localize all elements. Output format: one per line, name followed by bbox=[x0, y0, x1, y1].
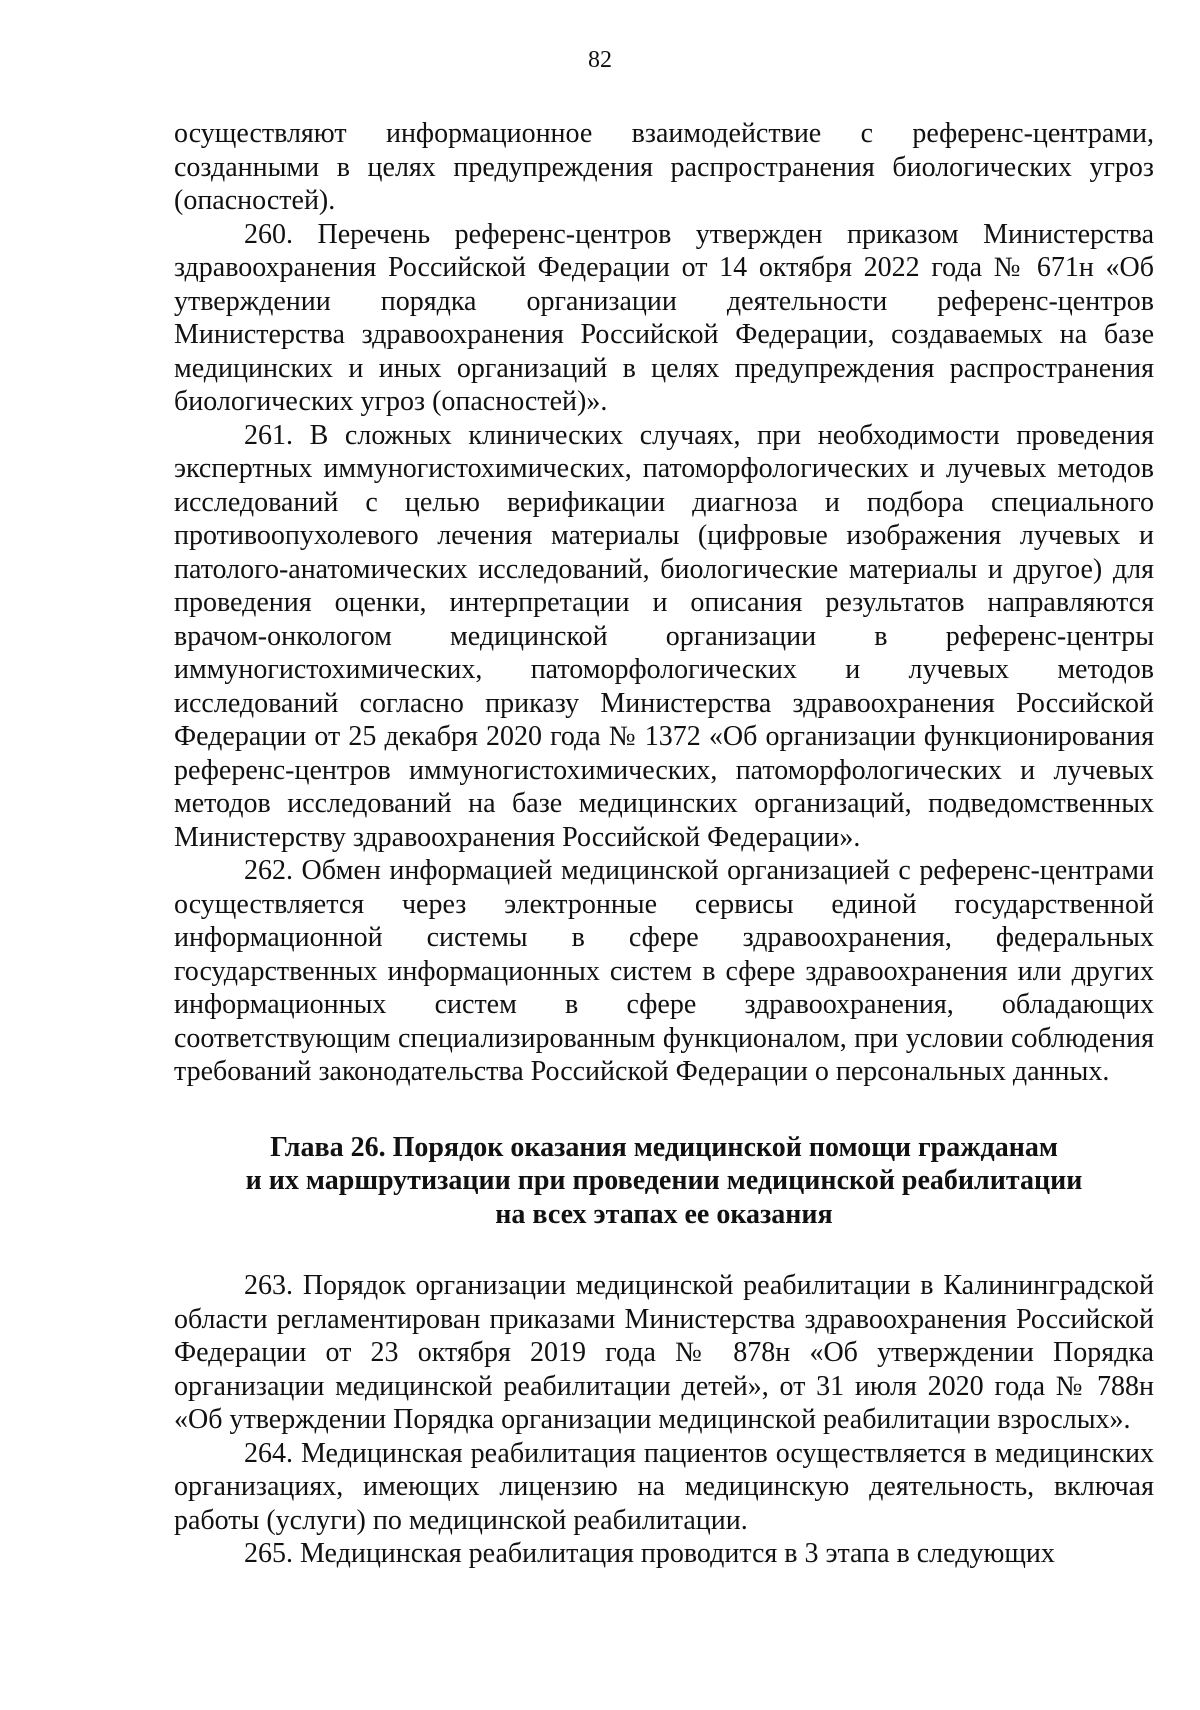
paragraph-260: 260. Перечень референс-центров утвержден приказом Министерства здравоохранения Российской Федерации от 14 октября 2022 года № 671н «Об утверждении порядка организации деятельности референс-центров Министерства здравоохранения Российской Федерации, создаваемых на базе медицинских и иных организаций в целях предупреждения распространения биологических угроз (опасностей)». bbox=[174, 218, 1154, 417]
paragraph-continuation: осуществляют информационное взаимодействие с референс-центрами, созданными в целях предупреждения распространения биологических угроз (опасностей). bbox=[174, 118, 1154, 216]
paragraph-262: 262. Обмен информацией медицинской организацией с референс-центрами осуществляется через электронные сервисы единой государственной информационной системы в сфере здравоохранения, федеральных государственных информационных систем в сфере здравоохранения или других информационных систем в сфере здравоохранения, обладающих соответствующим специализированным функционалом, при условии соблюдения требований законодательства Российской Федерации о персональных данных. bbox=[174, 855, 1154, 1087]
chapter-heading bbox=[174, 1131, 1154, 1232]
paragraph-265: 265. Медицинская реабилитация проводится в 3 этапа в следующих bbox=[244, 1538, 1055, 1569]
chapter-heading-line-1: Глава 26. Порядок оказания медицинской помощи гражданам bbox=[270, 1131, 1058, 1163]
page-number: 82 bbox=[588, 47, 612, 73]
document-body bbox=[174, 117, 1154, 1571]
chapter-heading-line-3: на всех этапах ее оказания bbox=[495, 1198, 833, 1230]
paragraph-264: 264. Медицинская реабилитация пациентов осуществляется в медицинских организациях, имеющих лицензию на медицинскую деятельность, включая работы (услуги) по медицинской реабилитации. bbox=[174, 1437, 1154, 1536]
chapter-heading-line-2: и их маршрутизации при проведении медицинской реабилитации bbox=[245, 1165, 1083, 1196]
paragraph-261: 261. В сложных клинических случаях, при необходимости проведения экспертных иммуногистохимических, патоморфологических и лучевых методов исследований с целью верификации диагноза и подбора специального противоопухолевого лечения материалы (цифровые изображения лучевых и патолого-анатомических исследований, биологические материалы и другое) для проведения оценки, интерпретации и описания результатов направляются врачом-онкологом медицинской организации в референс-центры иммуногистохимических, патоморфологических и лучевых методов исследований согласно приказу Министерства здравоохранения Российской Федерации от 25 декабря 2020 года № 1372 «Об организации функционирования референс-центров иммуногистохимических, патоморфологических и лучевых методов исследований на базе медицинских организаций, подведомственных Министерству здравоохранения Российской Федерации». bbox=[174, 419, 1154, 853]
paragraph-263: 263. Порядок организации медицинской реабилитации в Калининградской области регламентирован приказами Министерства здравоохранения Российской Федерации от 23 октября 2019 года № 878н «Об утверждении Порядка организации медицинской реабилитации детей», от 31 июля 2020 года № 788н «Об утверждении Порядка организации медицинской реабилитации взрослых». bbox=[174, 1270, 1154, 1435]
